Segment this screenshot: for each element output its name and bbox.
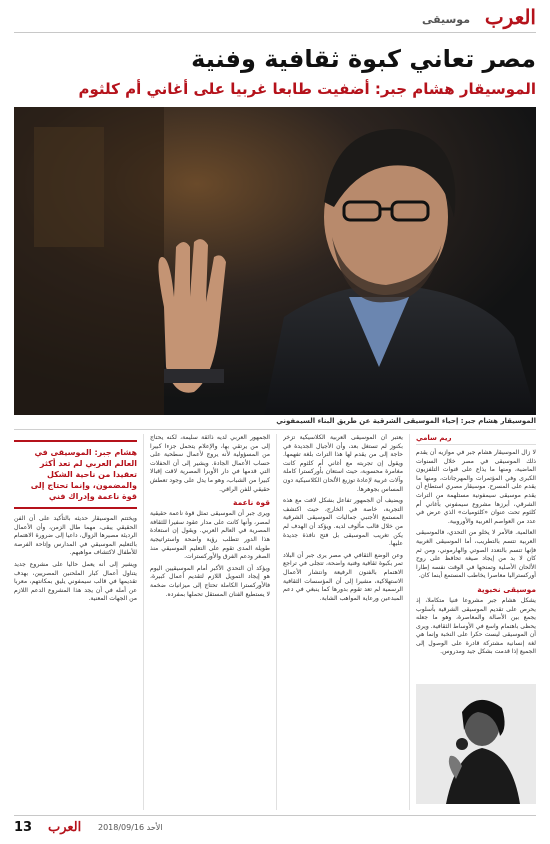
paragraph: ويضيف أن الجمهور تفاعل بشكل لافت مع هذه التجربة، خاصة في الخارج، حيث اكتشف المستمع الأجنبي جماليات الموسيقى الشرقية من خلال قالب مألوف لديه. ويؤكد أن الهدف لم يكن تغريب الموسيقى بل فتح نافذة جديدة عليها. (283, 497, 403, 548)
paragraph: لا زال الموسيقار هشام جبر في موازيه أن يقدم ذلك الموسيقى في مصر خلال السنوات الماضية، ومنها ما يذاع على قنوات التلفزيون الكبرى وفي المؤتمرات والمهرجانات، ومنها ما يقدم على المسرح. موسيقار مصري استطاع أن يقدم موسيقى سيمفونية مستلهمة من التراث الشرقي، أبرزها مشروع سيمفوني بأغاني أم كلثوم تحت عنوان «كلثوميات» الذي عرض في عدد من العواصم العربية والأوروبية. (416, 449, 536, 525)
pull-quote: هشام جبر: الموسيقى في العالم العربي لم تعد أكثر تعقيدا من ناحية الشكل والمضمون، وإنما تحتاج إلى قوة ناعمة وإدراك فني (14, 440, 137, 509)
page-footer (14, 820, 536, 838)
page-number: 13 (14, 820, 33, 835)
article-body (14, 434, 536, 810)
portrait-illustration (14, 107, 536, 415)
paragraph: وعن الوضع الثقافي في مصر يرى جبر أن البلاد تمر بكبوة ثقافية وفنية واضحة، تتجلى في تراجع الاهتمام بالفنون الرفيعة وانتشار الأعمال الاستهلاكية، مشيرا إلى أن المؤسسات الثقافية الرسمية لم تعد تقوم بدورها كما ينبغي في دعم المبدعين ورعاية المواهب الشابة. (283, 551, 403, 602)
footer-logo: العرب (48, 820, 82, 835)
header-divider (14, 32, 536, 33)
logo-text: العرب (484, 5, 536, 29)
masthead (14, 5, 536, 30)
paragraph: ويشير إلى أنه يعمل حاليا على مشروع جديد يتناول أعمال كبار الملحنين المصريين، بهدف تقديمها في قالب سيمفوني يليق بمكانتهم، معربا عن أمله في أن يجد هذا المشروع الدعم اللازم من الجهات المعنية. (14, 560, 137, 603)
column-divider (276, 434, 277, 810)
caption-divider (14, 429, 536, 430)
article-subhead: الموسيقار هشام جبر: أضفيت طابعا غربيا على أغاني أم كلثوم (78, 80, 536, 98)
column-divider (409, 434, 410, 810)
column-2 (283, 434, 403, 810)
column-4 (14, 434, 137, 810)
paragraph: يشكل هشام جبر مشروعا فنيا متكاملا، إذ يحرص على تقديم الموسيقى الشرقية بأسلوب يجمع بين الأصالة والمعاصرة، وهو ما جعله يحظى باهتمام واسع في الأوساط الثقافية. ويرى أن الموسيقى ليست حكرا على النخبة وإنما هي لغة إنسانية مشتركة قادرة على الوصول إلى الجميع إذا قدمت بشكل جيد ومدروس. (416, 596, 536, 656)
footer-divider (14, 815, 536, 816)
paragraph: يعتبر أن الموسيقى العربية الكلاسيكية تزخر بكنوز لم تستغل بعد، وأن الأجيال الجديدة في حاجة إلى من يقدم لها هذا التراث بلغة تفهمها. ويقول إن تجربته مع أغاني أم كلثوم كانت مغامرة محسوبة، حيث استعان بأوركسترا كاملة وآلات غربية لإعادة توزيع الألحان الكلاسيكية دون المساس بجوهرها. (283, 434, 403, 493)
section-subheading: قوة ناعمة (233, 498, 270, 508)
newspaper-logo (476, 5, 536, 30)
singer-illustration (416, 684, 536, 804)
section-tag: موسيقى (421, 13, 470, 26)
photo-caption: الموسيقار هشام جبر: إحياء الموسيقى الشرقية عن طريق البناء السيمفوني (276, 417, 536, 425)
inset-photo (416, 684, 536, 804)
byline: ريم سامي (416, 434, 536, 445)
paragraph: ويختتم الموسيقار حديثه بالتأكيد على أن الفن الحقيقي يبقى، مهما طال الزمن، وأن الأعمال الرديئة مصيرها الزوال، داعيا إلى ضرورة الاهتمام بالتعليم الموسيقي في المدارس وإتاحة الفرصة للأطفال لاكتشاف مواهبهم. (14, 515, 137, 557)
issue-date: الأحد 2018/09/16 (98, 823, 163, 832)
paragraph: الجمهور العربي لديه ذائقة سليمة، لكنه يحتاج إلى من يرتقي بها، والإعلام يتحمل جزءا كبيرا من المسؤولية لأنه يروج لأعمال سطحية على حساب الأعمال الجادة. ويشير إلى أن الحفلات التي قدمها في دار الأوبرا المصرية لاقت إقبالا كبيرا من الشباب، وهو ما يدل على وجود تعطش حقيقي للفن الراقي. (150, 434, 270, 493)
article-headline: مصر تعاني كبوة ثقافية وفنية (191, 45, 536, 73)
section-subheading: موسيقى نخبوية (477, 584, 536, 594)
column-3 (150, 434, 270, 810)
column-divider (143, 434, 144, 810)
paragraph: ويؤكد أن التحدي الأكبر أمام الموسيقيين اليوم هو إيجاد التمويل اللازم لتقديم أعمال كبيرة، فالأوركسترا الكاملة تحتاج إلى ميزانيات ضخمة لا يستطيع الفنان المستقل تحملها بمفرده. (150, 564, 270, 598)
lead-photo (14, 107, 536, 415)
paragraph: ويرى جبر أن الموسيقى تمثل قوة ناعمة حقيقية لمصر، وأنها كانت على مدار عقود سفيرا للثقافة المصرية في العالم العربي. ويقول إن استعادة هذا الدور تتطلب رؤية واضحة واستراتيجية طويلة المدى تقوم على التعليم الموسيقي منذ الصغر ودعم الفرق والأوركسترات. (150, 510, 270, 561)
paragraph: العالمية. فالأمر لا يخلو من التحدي، فالموسيقى العربية تتسم بالتطريب، أما الموسيقى الغربية فإنها تتسم بالتعدد الصوتي والهارموني، ومن ثم كان لا بد من إيجاد صيغة تحافظ على روح الألحان الأصلية وتمنحها في الوقت نفسه إطارا أوركستراليا معاصرا يخاطب المستمع أينما كان. (416, 529, 536, 580)
